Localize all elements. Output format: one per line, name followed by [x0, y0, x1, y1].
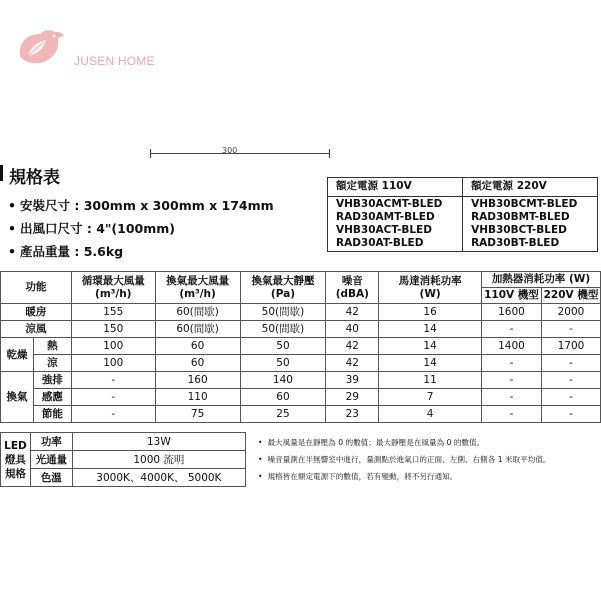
header-vent-pressure: 換氣最大靜壓 (Pa)	[240, 272, 326, 304]
header-circulation-air: 循環最大風量 (m³/h)	[71, 272, 155, 304]
table-row: 乾燥 熱 100 60 50 42 14 1400 1700	[1, 338, 601, 355]
header-motor-power: 馬達消耗功率 (W)	[379, 272, 482, 304]
table-row: 節能 - 75 25 23 4 - -	[1, 406, 601, 423]
model-item: VHB30ACT-BLED	[336, 224, 432, 236]
dimension-text: 300	[222, 146, 238, 155]
model-item: RAD30AT-BLED	[336, 237, 424, 249]
group-dry: 乾燥	[1, 338, 34, 372]
table-row: 光通量 1000 流明	[1, 451, 246, 469]
dimension-tick-right	[329, 149, 330, 158]
note-item: • 規格皆在額定電源下的數值，若有變動，將不另行通知。	[258, 468, 551, 485]
table-row: LED 燈具 規格 功率 13W	[1, 433, 246, 451]
bullet-icon: •	[8, 244, 16, 259]
bird-leaf-logo-icon	[14, 26, 68, 70]
table-row: 色溫 3000K、4000K、 5000K	[1, 469, 246, 487]
title-accent-bar	[0, 165, 3, 181]
table-row: 感應 - 110 60 29 7 - -	[1, 389, 601, 406]
header-noise: 噪音 (dBA)	[326, 272, 379, 304]
notes	[258, 434, 551, 485]
model-list-110	[328, 197, 463, 252]
table-row: 涼 100 60 50 42 14 - -	[1, 355, 601, 372]
note-item: • 最大風量是在靜壓為 0 的數值；最大靜壓是在風量為 0 的數值。	[258, 434, 551, 451]
spec-table	[0, 271, 601, 423]
table-row: 涼風 150 60(間歇) 50(間歇) 40 14 - -	[1, 321, 601, 338]
bullet-icon: •	[8, 221, 16, 236]
model-item: VHB30BCT-BLED	[471, 224, 567, 236]
bullet-icon: •	[8, 198, 16, 213]
model-item: VHB30ACMT-BLED	[336, 198, 443, 210]
model-item: RAD30AMT-BLED	[336, 211, 435, 223]
model-header-110: 額定電源 110V	[328, 178, 463, 197]
dimension-line	[150, 153, 330, 154]
header-heater-220: 220V 機型	[541, 288, 600, 304]
note-item: • 噪音量測在半無響室中進行，量測點於進氣口的正面、左側、右側各 1 米取平均值。	[258, 451, 551, 468]
page-title: 規格表	[9, 168, 60, 188]
model-table	[327, 177, 598, 252]
led-spec-table	[0, 432, 246, 487]
led-category: LED 燈具 規格	[1, 433, 31, 487]
header-heater-power: 加熱器消耗功率 (W)	[481, 272, 600, 288]
model-item: VHB30BCMT-BLED	[471, 198, 578, 210]
spec-outlet-size: • 出風口尺寸 : 4"(100mm)	[8, 221, 175, 236]
table-row: 換氣 強排 - 160 140 39 11 - -	[1, 372, 601, 389]
spec-weight: • 產品重量 : 5.6kg	[8, 244, 124, 259]
group-vent: 換氣	[1, 372, 34, 423]
model-header-220: 額定電源 220V	[463, 178, 598, 197]
brand-name: JUSEN HOME	[74, 54, 155, 68]
header-function: 功能	[1, 272, 72, 304]
spec-install-size: • 安裝尺寸 : 300mm x 300mm x 174mm	[8, 198, 274, 213]
model-list-220	[463, 197, 598, 252]
model-item: RAD30BT-BLED	[471, 237, 560, 249]
table-row: 暖房 155 60(間歇) 50(間歇) 42 16 1600 2000	[1, 304, 601, 321]
header-heater-110: 110V 機型	[481, 288, 541, 304]
model-item: RAD30BMT-BLED	[471, 211, 570, 223]
header-vent-air: 換氣最大風量 (m³/h)	[155, 272, 240, 304]
